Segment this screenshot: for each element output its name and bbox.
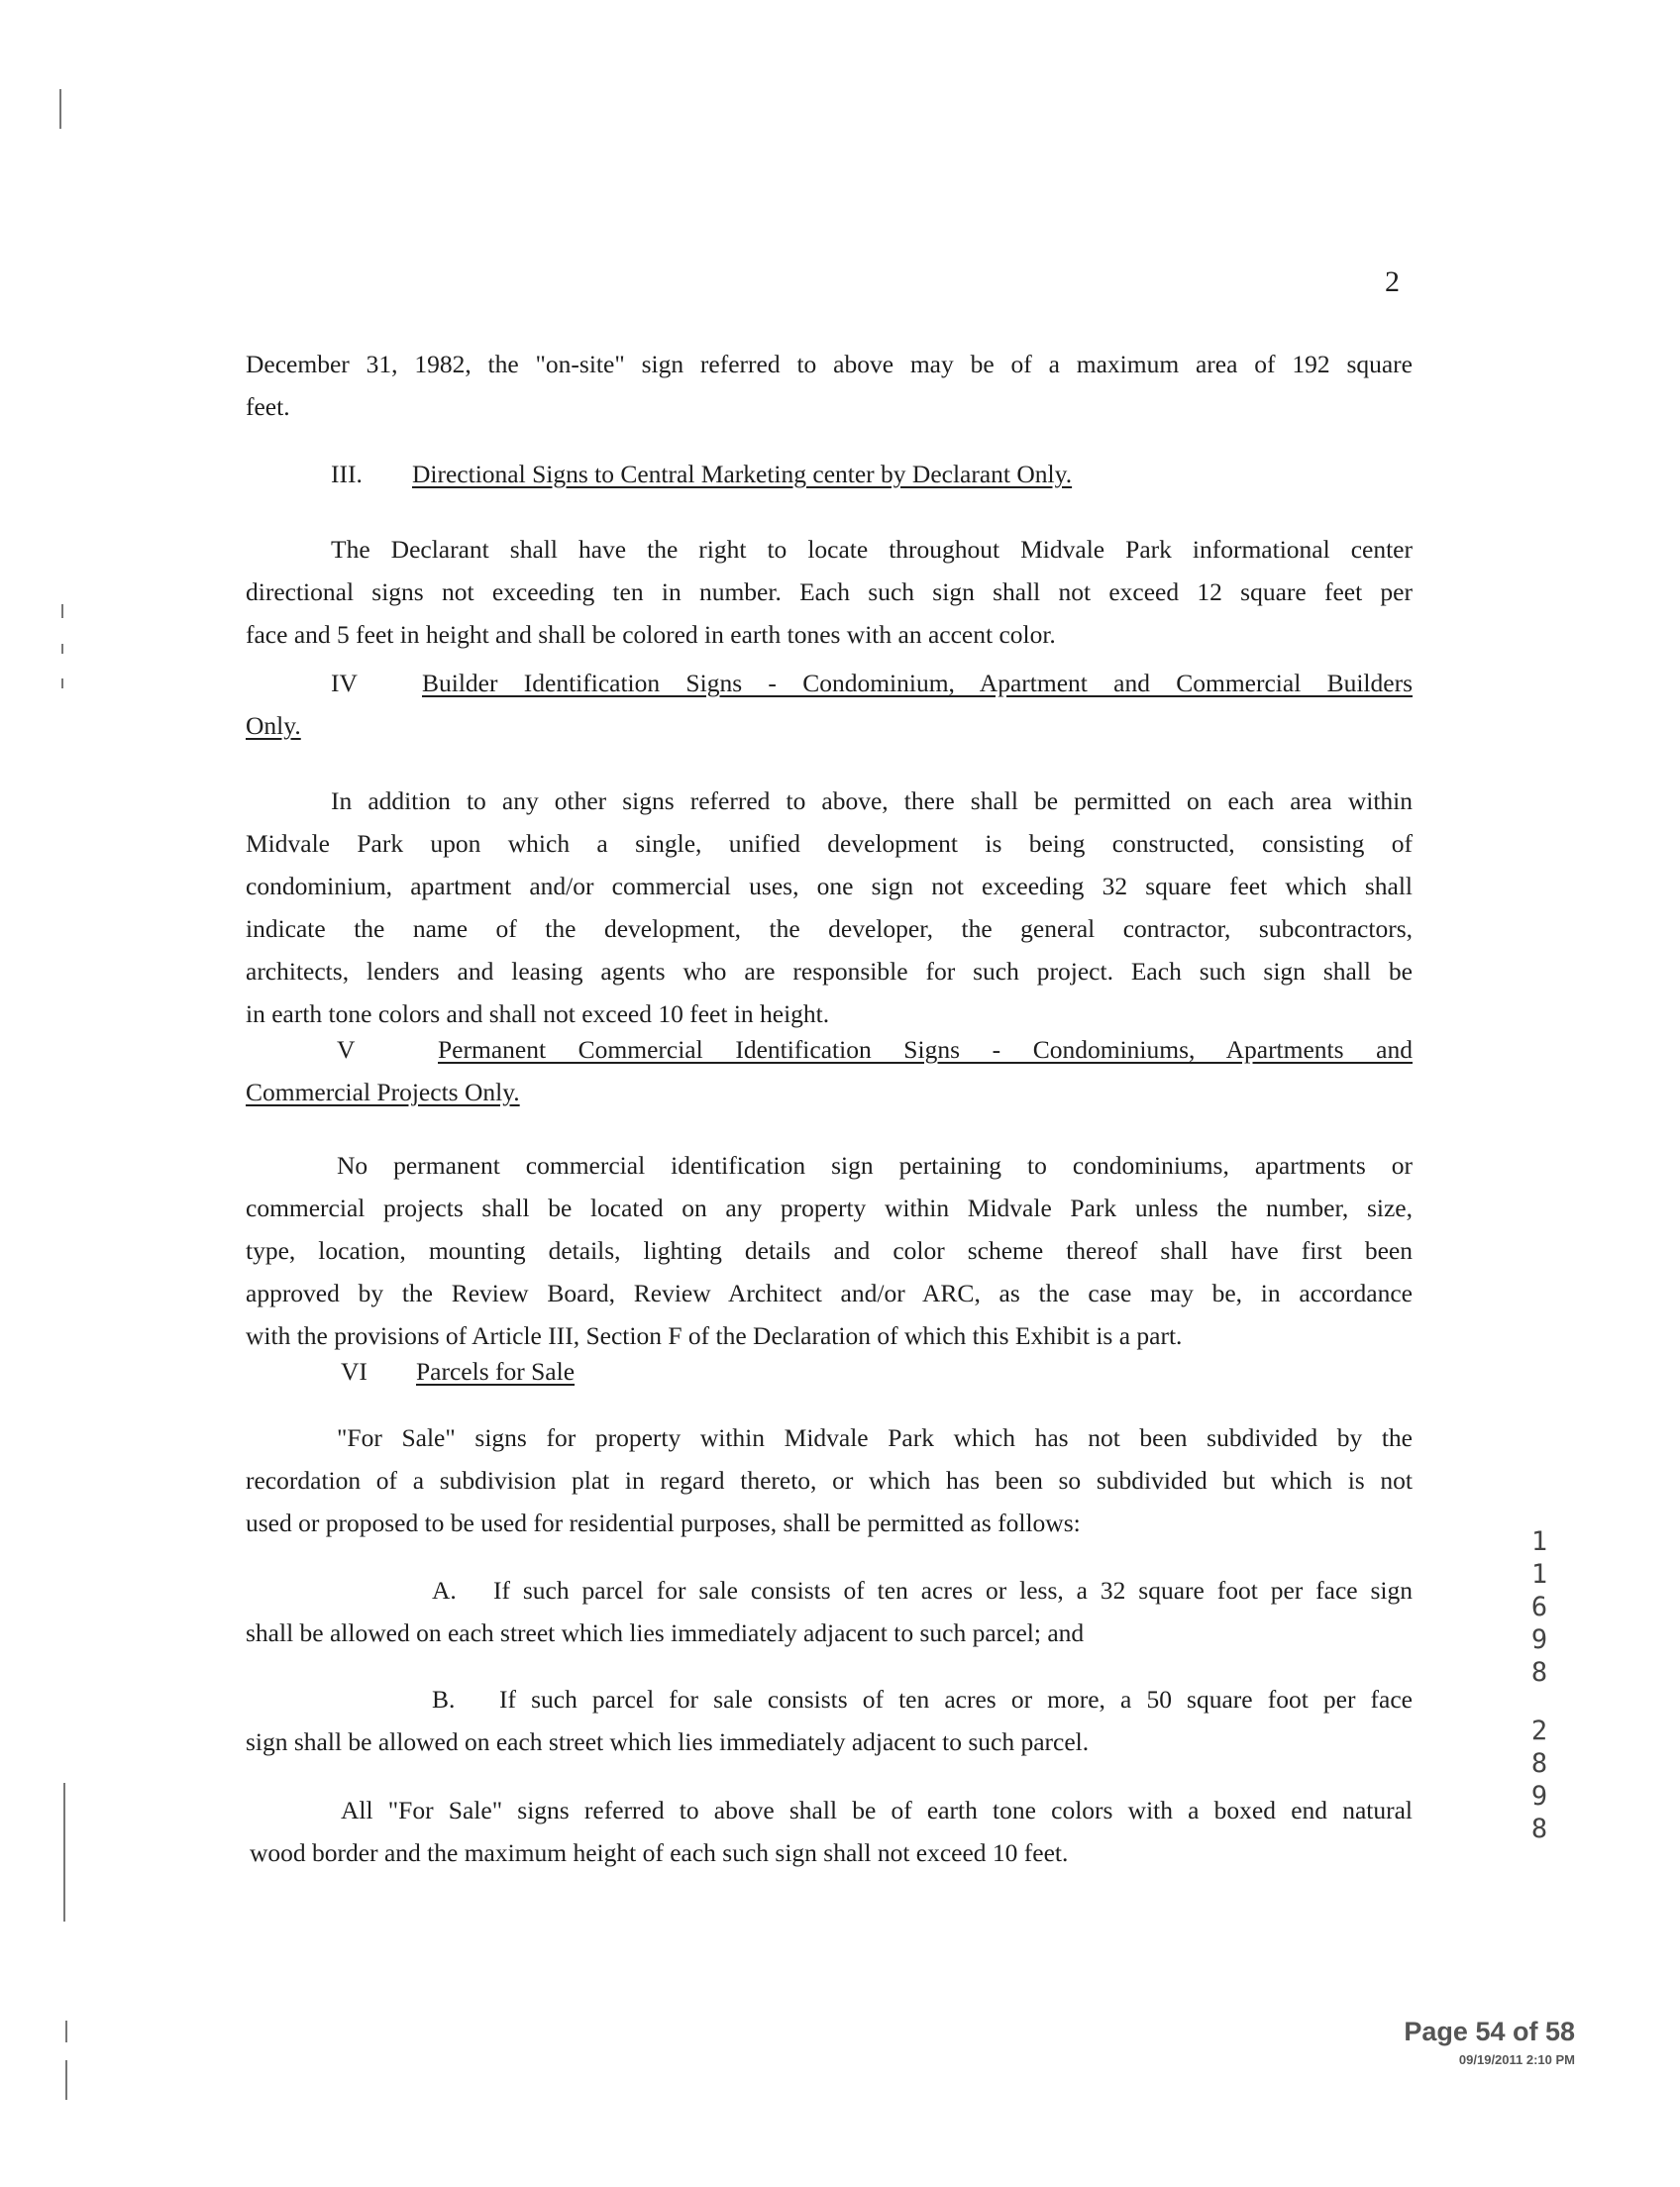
- section-heading-iii: [331, 453, 1072, 495]
- list-label: B.: [432, 1685, 456, 1714]
- list-text: shall be allowed on each street which lies immediately adjacent to such parcel; and: [246, 1618, 1085, 1647]
- footer-page-count: Page 54 of 58: [1404, 2017, 1575, 2046]
- list-text: If such parcel for sale consists of ten acres or more, a 50 square foot per face: [499, 1685, 1413, 1714]
- paragraph-line: indicate the name of the development, the developer, the general contractor, subcontractors,: [246, 914, 1413, 943]
- paragraph-line: approved by the Review Board, Review Architect and/or ARC, as the case may be, in accordance: [246, 1279, 1413, 1307]
- paragraph-line: commercial projects shall be located on any property within Midvale Park unless the number, size,: [246, 1194, 1413, 1222]
- scan-mark: [63, 1783, 65, 1922]
- paragraph-line: architects, lenders and leasing agents who are responsible for such project. Each such sign shall be: [246, 957, 1413, 986]
- stamp-digit: 8: [1530, 1748, 1548, 1779]
- section-title-cont: Only.: [246, 711, 301, 740]
- stamp-digit: 8: [1530, 1657, 1548, 1688]
- paragraph-line: wood border and the maximum height of each such sign shall not exceed 10 feet.: [250, 1838, 1069, 1867]
- scan-mark: [61, 678, 63, 688]
- scan-mark: [65, 2060, 67, 2100]
- paragraph-line: recordation of a subdivision plat in regard thereto, or which has been so subdivided but which is not: [246, 1466, 1413, 1495]
- stamp-digit: 6: [1530, 1592, 1548, 1622]
- stamp-digit: 8: [1530, 1814, 1548, 1844]
- list-text: If such parcel for sale consists of ten acres or less, a 32 square foot per face sign: [493, 1576, 1413, 1605]
- paragraph-line: used or proposed to be used for residential purposes, shall be permitted as follows:: [246, 1509, 1081, 1537]
- intro-line: feet.: [246, 392, 290, 421]
- paragraph-line: with the provisions of Article III, Section F of the Declaration of which this Exhibit is a part.: [246, 1321, 1183, 1350]
- paragraph-line: All "For Sale" signs referred to above shall be of earth tone colors with a boxed end natural: [341, 1796, 1413, 1824]
- section-heading-vi: [341, 1350, 575, 1393]
- intro-line: December 31, 1982, the "on-site" sign referred to above may be of a maximum area of 192 square: [246, 350, 1413, 378]
- section-title: Builder Identification Signs - Condominium, Apartment and Commercial Builders: [422, 669, 1413, 697]
- section-title-cont: Commercial Projects Only.: [246, 1078, 520, 1106]
- list-label: A.: [432, 1576, 457, 1605]
- scan-mark: [61, 604, 63, 618]
- scan-mark: [65, 2021, 67, 2042]
- stamp-digit: 2: [1530, 1716, 1548, 1746]
- list-text: sign shall be allowed on each street which lies immediately adjacent to such parcel.: [246, 1727, 1090, 1756]
- stamp-digit: 1: [1530, 1559, 1548, 1590]
- paragraph-line: Midvale Park upon which a single, unified development is being constructed, consisting of: [246, 829, 1413, 858]
- paragraph-line: type, location, mounting details, lighting details and color scheme thereof shall have first been: [246, 1236, 1413, 1265]
- section-number: VI: [341, 1357, 368, 1386]
- section-number: IV: [331, 669, 358, 697]
- paragraph-line: directional signs not exceeding ten in number. Each such sign shall not exceed 12 square feet per: [246, 577, 1413, 606]
- stamp-digit: 9: [1530, 1781, 1548, 1812]
- scan-mark: [59, 89, 61, 129]
- paragraph-line: No permanent commercial identification sign pertaining to condominiums, apartments or: [337, 1151, 1413, 1180]
- section-heading-iv: [331, 662, 1413, 704]
- section-number: III.: [331, 460, 363, 488]
- paragraph-line: face and 5 feet in height and shall be colored in earth tones with an accent color.: [246, 620, 1056, 649]
- page-number: 2: [1385, 265, 1400, 298]
- stamp-digit: 1: [1530, 1526, 1548, 1557]
- section-title: Parcels for Sale: [416, 1357, 576, 1386]
- footer-datetime: 09/19/2011 2:10 PM: [1458, 2052, 1575, 2067]
- stamp-digit: 9: [1530, 1624, 1548, 1655]
- scan-mark: [61, 644, 63, 654]
- paragraph-line: in earth tone colors and shall not exceed 10 feet in height.: [246, 999, 830, 1028]
- section-title: Permanent Commercial Identification Signs - Condominiums, Apartments and: [438, 1035, 1413, 1064]
- paragraph-line: The Declarant shall have the right to locate throughout Midvale Park informational center: [331, 535, 1413, 564]
- list-item-b: [432, 1678, 1413, 1720]
- paragraph-line: condominium, apartment and/or commercial uses, one sign not exceeding 32 square feet which shall: [246, 872, 1413, 900]
- section-heading-v: [337, 1028, 1413, 1071]
- section-number: V: [337, 1035, 356, 1064]
- paragraph-line: In addition to any other signs referred to above, there shall be permitted on each area within: [331, 786, 1413, 815]
- paragraph-line: "For Sale" signs for property within Midvale Park which has not been subdivided by the: [337, 1423, 1413, 1452]
- list-item-a: [432, 1569, 1413, 1612]
- section-title: Directional Signs to Central Marketing center by Declarant Only.: [412, 460, 1073, 488]
- recording-stamp: [1520, 1525, 1559, 1845]
